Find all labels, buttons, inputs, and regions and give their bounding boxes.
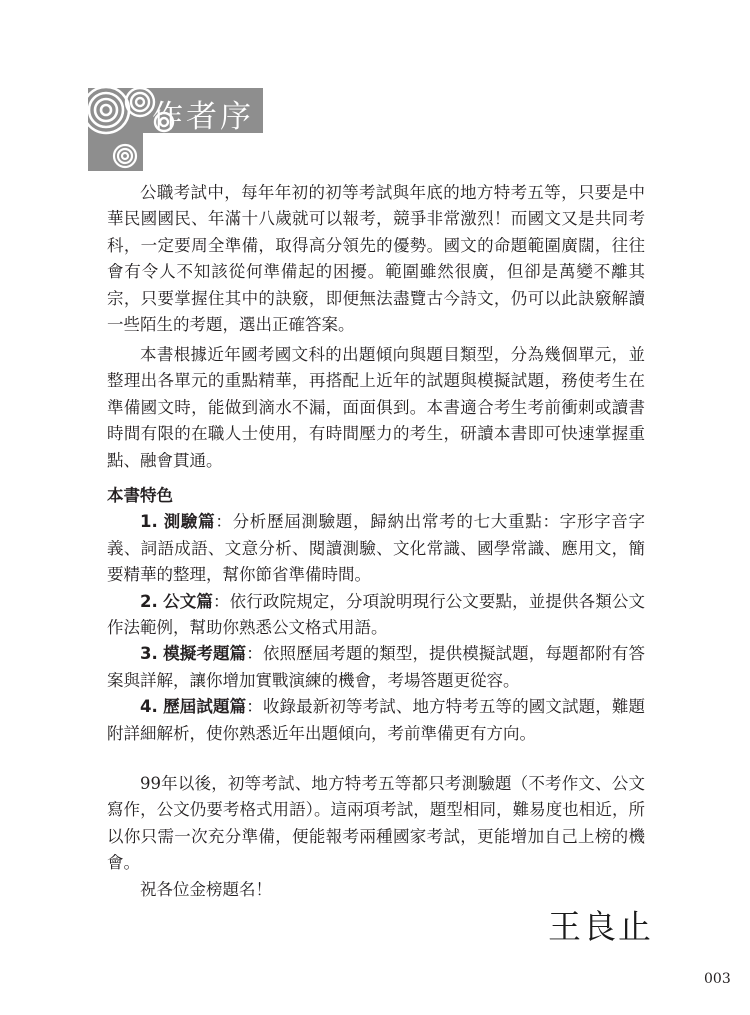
features-section	[107, 483, 645, 747]
closing-wish: 祝各位金榜題名！	[140, 879, 272, 899]
intro-section	[107, 180, 645, 338]
feature-item	[107, 694, 645, 747]
feature-name: 歷屆試題篇	[163, 697, 247, 717]
feature-number: 2.	[140, 591, 158, 611]
feature-number: 4.	[140, 697, 158, 717]
paragraph-2: 本書根據近年國考國文科的出題傾向與題目類型，分為幾個單元，並整理出各單元的重點精華，再搭配上近年的試題與模擬試題，務使考生在準備國文時，能做到滴水不漏，面面俱到。本書適合考生考前衝刺或讀書時間有限的在職人士使用，有時間壓力的考生，研讀本書即可快速掌握重點、融會貫通。	[107, 345, 645, 470]
feature-number: 3.	[140, 644, 158, 664]
closing-section	[107, 771, 645, 903]
feature-number: 1.	[140, 512, 158, 532]
feature-text: ：收錄最新初等考試、地方特考五等的國文試題，難題附詳細解析，使你熟悉近年出題傾向，考前準備更有方向。	[107, 697, 646, 743]
feature-item	[107, 641, 645, 694]
method-section	[107, 342, 645, 474]
feature-item	[107, 589, 645, 642]
feature-name: 公文篇	[163, 591, 213, 611]
feature-name: 模擬考題篇	[163, 644, 247, 664]
author-signature: 王良止	[548, 907, 653, 946]
paragraph-1: 公職考試中，每年年初的初等考試與年底的地方特考五等，只要是中華民國國民、年滿十八歲就可以報考，競爭非常激烈！而國文又是共同考科，一定要周全準備，取得高分領先的優勢。國文的命題範圍廣闊，往往會有令人不知該從何準備起的困擾。範圍雖然很廣，但卻是萬變不離其宗，只要掌握住其中的訣竅，即便無法盡覽古今詩文，仍可以此訣竅解讀一些陌生的考題，選出正確答案。	[107, 183, 645, 335]
page-number: 003	[704, 971, 731, 987]
page-title: 作者序	[152, 99, 254, 135]
feature-text: ：依行政院規定，分項說明現行公文要點，並提供各類公文作法範例，幫助你熟悉公文格式用語。	[107, 591, 646, 638]
feature-text: ：分析歷屆測驗題，歸納出常考的七大重點：字形字音字義、詞語成語、文意分析、閱讀測驗、文化常識、國學常識、應用文，簡要精華的整理，幫你節省準備時間。	[107, 512, 646, 585]
feature-name: 測驗篇	[163, 512, 216, 532]
feature-text: ：依照歷屆考題的類型，提供模擬試題，每題都附有答案與詳解，讓你增加實戰演練的機會，考場答題更從容。	[107, 644, 646, 690]
feature-item	[107, 509, 645, 588]
paragraph-3: 99年以後，初等考試、地方特考五等都只考測驗題（不考作文、公文寫作，公文仍要考格式用語）。這兩項考試，題型相同，難易度也相近，所以你只需一次充分準備，便能報考兩種國家考試，更能增加自己上榜的機會。	[107, 774, 645, 873]
header-decoration	[88, 88, 263, 171]
features-heading: 本書特色	[107, 486, 173, 505]
